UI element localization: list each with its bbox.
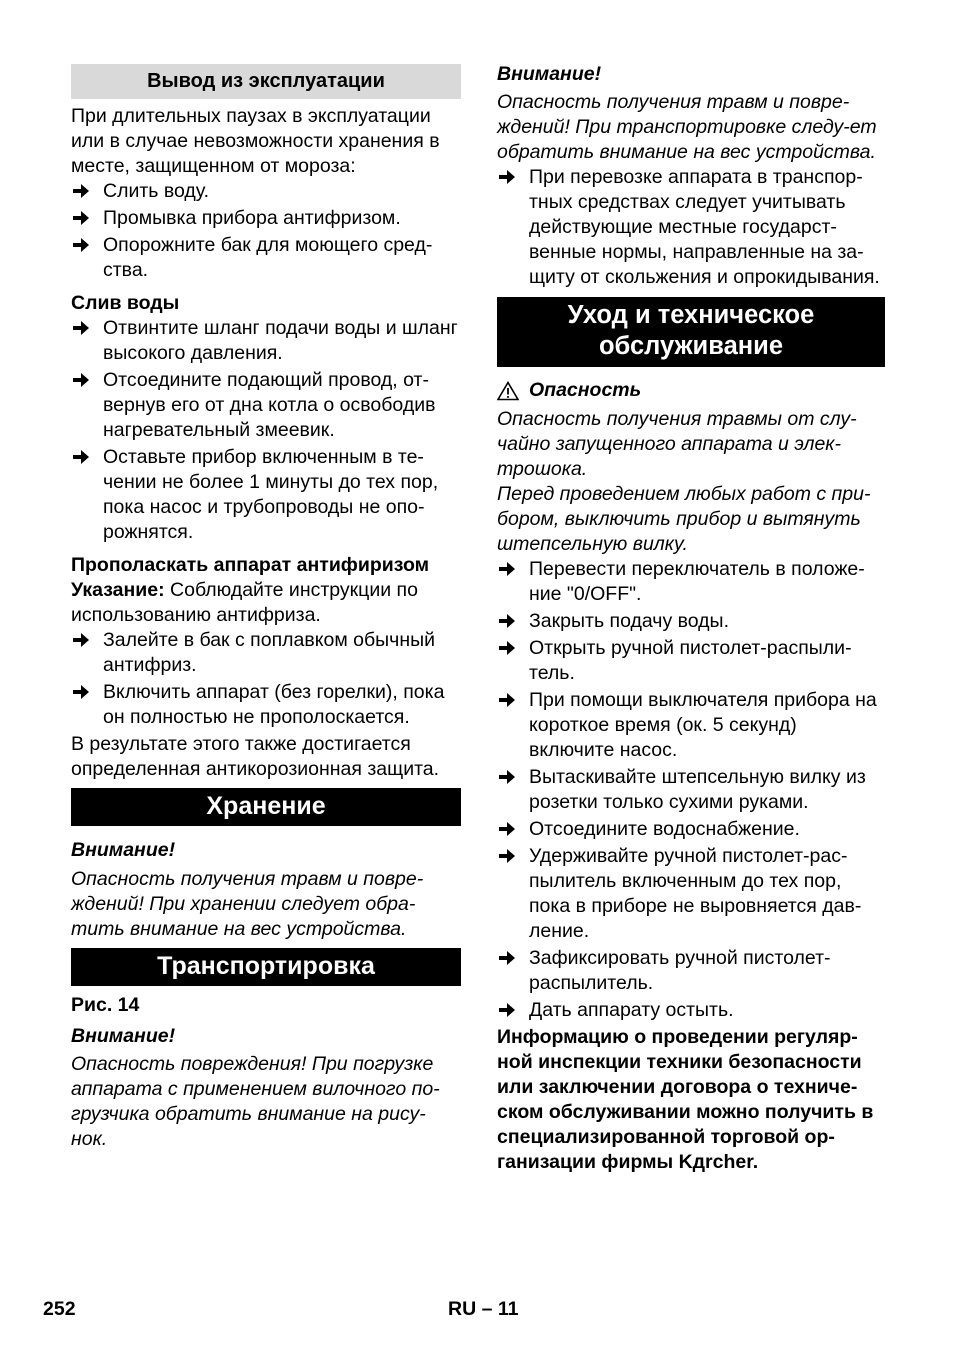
list-item: Слить воду. bbox=[71, 179, 461, 204]
arrow-right-icon bbox=[499, 822, 515, 836]
arrow-right-icon bbox=[73, 321, 89, 335]
danger-text-1: Опасность получения травмы от слу-чайно запущенного аппарата и элек-трошока. bbox=[497, 408, 857, 480]
storage-warning-text: Опасность получения травм и повре-ждений! При хранении следует обра-тить внимание на вес устройства. bbox=[71, 868, 424, 940]
arrow-right-icon bbox=[73, 211, 89, 225]
list-item: При перевозке аппарата в транспор-тных средствах следует учитывать действующие местные государст-венные нормы, направленные на за-щиту от скольжения и опрокидывания. bbox=[497, 165, 885, 290]
danger-title: Опасность bbox=[529, 379, 642, 401]
warning-triangle-icon bbox=[497, 381, 519, 401]
danger-text-2: Перед проведением любых работ с при-бором, выключить прибор и вытянуть штепсельную вилку. bbox=[497, 483, 871, 555]
arrow-right-icon bbox=[499, 641, 515, 655]
subsection-title-rinse: Прополаскать аппарат антифиризом bbox=[71, 554, 430, 576]
rinse-result: В результате этого также достигается определенная антикорозионная защита. bbox=[71, 733, 440, 780]
arrow-right-icon bbox=[499, 951, 515, 965]
list-item: Вытаскивайте штепсельную вилку из розетки только сухими руками. bbox=[497, 765, 885, 815]
transport-warning-title: Внимание! bbox=[71, 1025, 176, 1047]
arrow-right-icon bbox=[499, 693, 515, 707]
transport-warning-title-2: Внимание! bbox=[497, 63, 602, 85]
list-item: Закрыть подачу воды. bbox=[497, 609, 885, 634]
list-item: При помощи выключателя прибора на короткое время (ок. 5 секунд) включите насос. bbox=[497, 688, 885, 763]
danger-heading bbox=[497, 378, 885, 403]
decommission-intro: При длительных паузах в эксплуатации или в случае невозможности хранения в месте, защищенном от мороза: bbox=[71, 105, 440, 177]
subsection-title-drain: Слив воды bbox=[71, 292, 180, 314]
section-title-care: Уход и техническое обслуживание bbox=[497, 297, 885, 367]
transport-list bbox=[497, 165, 885, 290]
arrow-right-icon bbox=[499, 1003, 515, 1017]
arrow-right-icon bbox=[499, 562, 515, 576]
service-info: Информацию о проведении регуляр-ной инспекции техники безопасности или заключении договора о техниче-ском обслуживании можно получить в специализированной торговой ор-ганизации фирмы Kдrcher. bbox=[497, 1026, 874, 1173]
storage-warning-title: Внимание! bbox=[71, 839, 176, 861]
list-item: Зафиксировать ручной пистолет-распылитель. bbox=[497, 946, 885, 996]
arrow-right-icon bbox=[499, 614, 515, 628]
list-item: Открыть ручной пистолет-распыли-тель. bbox=[497, 636, 885, 686]
left-column bbox=[71, 62, 461, 1152]
list-item: Опорожните бак для моющего сред-ства. bbox=[71, 233, 461, 283]
list-item: Перевести переключатель в положе-ние "0/OFF". bbox=[497, 557, 885, 607]
arrow-right-icon bbox=[73, 373, 89, 387]
figure-reference: Рис. 14 bbox=[71, 994, 140, 1016]
section-page-label: RU – 11 bbox=[448, 1298, 519, 1320]
list-item: Включить аппарат (без горелки), пока он полностью не прополоскается. bbox=[71, 680, 461, 730]
list-item: Отсоедините подающий провод, от-вернув его от дна котла о освободив нагревательный змеевик. bbox=[71, 368, 461, 443]
list-item: Оставьте прибор включенным в те-чении не более 1 минуты до тех пор, пока насос и трубопроводы не опо-рожнятся. bbox=[71, 445, 461, 545]
note-label: Указание: bbox=[71, 579, 165, 601]
arrow-right-icon bbox=[73, 450, 89, 464]
list-item: Отвинтите шланг подачи воды и шланг высокого давления. bbox=[71, 316, 461, 366]
decommission-list bbox=[71, 179, 461, 283]
arrow-right-icon bbox=[73, 238, 89, 252]
arrow-right-icon bbox=[499, 849, 515, 863]
list-item: Удерживайте ручной пистолет-рас-пылитель включенным до тех пор, пока в приборе не выровняется дав-ление. bbox=[497, 844, 885, 944]
drain-list bbox=[71, 316, 461, 545]
note-text: Соблюдайте инструкции по использованию антифриза. bbox=[71, 579, 418, 626]
list-item: Промывка прибора антифризом. bbox=[71, 206, 461, 231]
arrow-right-icon bbox=[73, 184, 89, 198]
arrow-right-icon bbox=[499, 170, 515, 184]
right-column bbox=[497, 62, 885, 1175]
list-item: Отсоедините водоснабжение. bbox=[497, 817, 885, 842]
rinse-list bbox=[71, 628, 461, 730]
transport-warning-text-2: Опасность получения травм и повре-ждений! При транспортировке следу-ет обратить внимание на вес устройства. bbox=[497, 91, 877, 163]
arrow-right-icon bbox=[73, 685, 89, 699]
page-number: 252 bbox=[43, 1298, 76, 1320]
section-title-decommission: Вывод из эксплуатации bbox=[71, 64, 461, 99]
section-title-transport: Транспортировка bbox=[71, 948, 461, 986]
transport-warning-text: Опасность повреждения! При погрузке аппарата с применением вилочного по-грузчика обратить внимание на рису-нок. bbox=[71, 1053, 440, 1150]
care-list bbox=[497, 557, 885, 1023]
section-title-storage: Хранение bbox=[71, 788, 461, 826]
rinse-note bbox=[71, 578, 461, 628]
arrow-right-icon bbox=[73, 633, 89, 647]
list-item: Залейте в бак с поплавком обычный антифриз. bbox=[71, 628, 461, 678]
arrow-right-icon bbox=[499, 770, 515, 784]
list-item: Дать аппарату остыть. bbox=[497, 998, 885, 1023]
